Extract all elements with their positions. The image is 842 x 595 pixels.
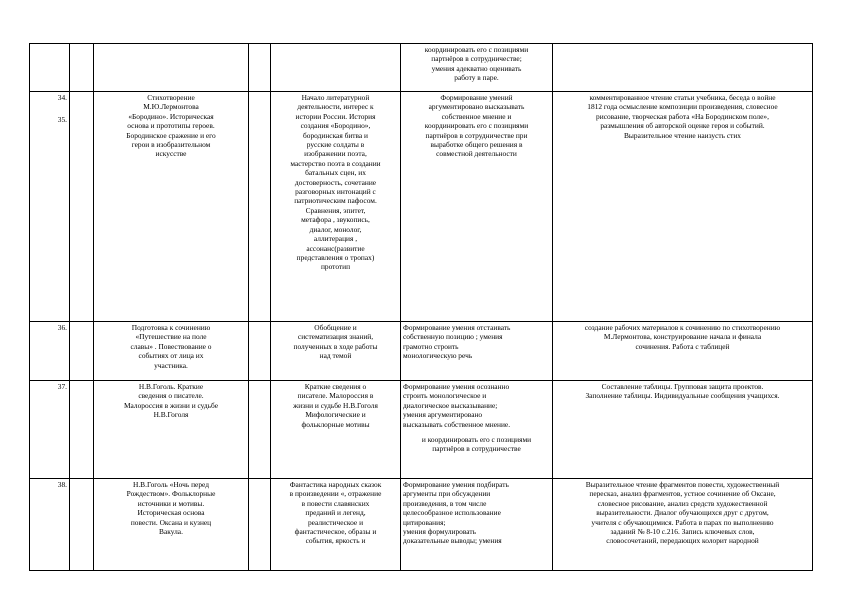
lesson-number-cell xyxy=(30,322,70,381)
blank-cell xyxy=(70,92,94,322)
topic-cell: Н.В.Гоголь «Ночь перед Рождеством». Фольклорные источники и мотивы. Историческая основа повести. Оксана и кузнец Вакула. xyxy=(94,479,249,571)
content-cell: Обобщение и систематизация знаний, полученных в ходе работы над темой xyxy=(271,322,401,381)
table-row xyxy=(30,92,813,322)
blank-cell xyxy=(249,92,271,322)
content-cell xyxy=(271,44,401,92)
content-cell: Краткие сведения о писателе. Малороссия в жизни и судьбе Н.В.Гоголя Мифологические и фольклорные мотивы xyxy=(271,381,401,479)
activities-cell: координировать его с позициями партнёров в сотрудничестве; умения адекватно оценивать работу в паре. xyxy=(401,44,553,92)
blank-cell xyxy=(70,381,94,479)
lesson-number-cell xyxy=(30,381,70,479)
topic-cell: Н.В.Гоголь. Краткие сведения о писателе. Малороссия в жизни и судьбе Н.В.Гоголя xyxy=(94,381,249,479)
blank-cell xyxy=(249,381,271,479)
blank-cell xyxy=(70,479,94,571)
lesson-number: 35. xyxy=(57,115,67,124)
forms-cell: Составление таблицы. Групповая защита проектов. Заполнение таблицы. Индивидуальные сообщения учащихся. xyxy=(553,381,813,479)
lesson-number: 34. xyxy=(57,93,67,102)
forms-cell: комментированное чтение статьи учебника, беседа о войне 1812 года осмысление композиции произведения, словесное рисование, творческая работа «На Бородинском поле», размышления об авторской оценке героя и событий. Выразительное чтение наизусть стих xyxy=(553,92,813,322)
blank-cell xyxy=(249,44,271,92)
lesson-number-cell xyxy=(30,479,70,571)
lesson-number-cell xyxy=(30,44,70,92)
activities-cell: Формирование умений аргументировано высказывать собственное мнение и координировать его с позициями партнёров в сотрудничестве при выработке общего решения в совместной деятельности xyxy=(401,92,553,322)
blank-cell xyxy=(70,322,94,381)
table-row xyxy=(30,322,813,381)
lesson-plan-table xyxy=(29,43,813,571)
activities-cell: Формирование умения отстаивать собственную позицию ; умения грамотно строить монологическую речь xyxy=(401,322,553,381)
lesson-number: 37. xyxy=(57,382,67,391)
lesson-number: 38. xyxy=(57,480,67,489)
forms-cell: Выразительное чтение фрагментов повести, художественный пересказ, анализ фрагментов, устное сочинение об Оксане, словесное рисование, анализ средств художественной выразительности. Диалог обучающихся друг с другом, учителя с обучающимися. Работа в парах по выполнению заданий № 8-10 с.216. Запись ключевых слов, словосочетаний, передающих колорит народной xyxy=(553,479,813,571)
content-cell: Фантастика народных сказок в произведении «, отражение в повести славянских преданий и легенд, реалистическое и фантастическое, образы и события, яркость и xyxy=(271,479,401,571)
blank-cell xyxy=(249,479,271,571)
forms-cell xyxy=(553,44,813,92)
topic-cell: Подготовка к сочинению «Путешествие на поле славы» . Повествование о событиях от лица их участника. xyxy=(94,322,249,381)
blank-cell xyxy=(70,44,94,92)
activities-extra-text: и координировать его с позициями партнёров в сотрудничестве xyxy=(421,435,532,454)
table-row xyxy=(30,479,813,571)
topic-cell xyxy=(94,44,249,92)
topic-cell: Стихотворение М.Ю.Лермонтова «Бородино». Историческая основа и прототипы героев. Бородинское сражение и его герои в изобразительном искусстве xyxy=(94,92,249,322)
blank-cell xyxy=(249,322,271,381)
table-row xyxy=(30,44,813,92)
forms-cell: создание рабочих материалов к сочинению по стихотворению М.Лермонтова, конструирование начала и финала сочинения. Работа с таблицей xyxy=(553,322,813,381)
activities-cell: Формирование умения подбирать аргументы при обсуждении произведения, в том числе целесообразное использование цитирования; умения формулировать доказательные выводы; умения xyxy=(401,479,553,571)
activities-text: Формирование умения осознанно строить монологическое и диалогическое высказывание; умения аргументировано высказывать собственное мнение. xyxy=(403,382,511,429)
lesson-number: 36. xyxy=(57,323,67,332)
content-cell: Начало литературной деятельности, интерес к истории России. История создания «Бородино», бородинская битва и русские солдаты в изображении поэта, мастерство поэта в создании батальных сцен, их достоверность, сочетание разговорных интонаций с патриотическим пафосом. Сравнения, эпитет, метафора , звукопись, диалог, монолог, аллитерация , ассонанс(развитие представления о тропах) прототип xyxy=(271,92,401,322)
lesson-number-cell xyxy=(30,92,70,322)
table-row xyxy=(30,381,813,479)
activities-cell xyxy=(401,381,553,479)
